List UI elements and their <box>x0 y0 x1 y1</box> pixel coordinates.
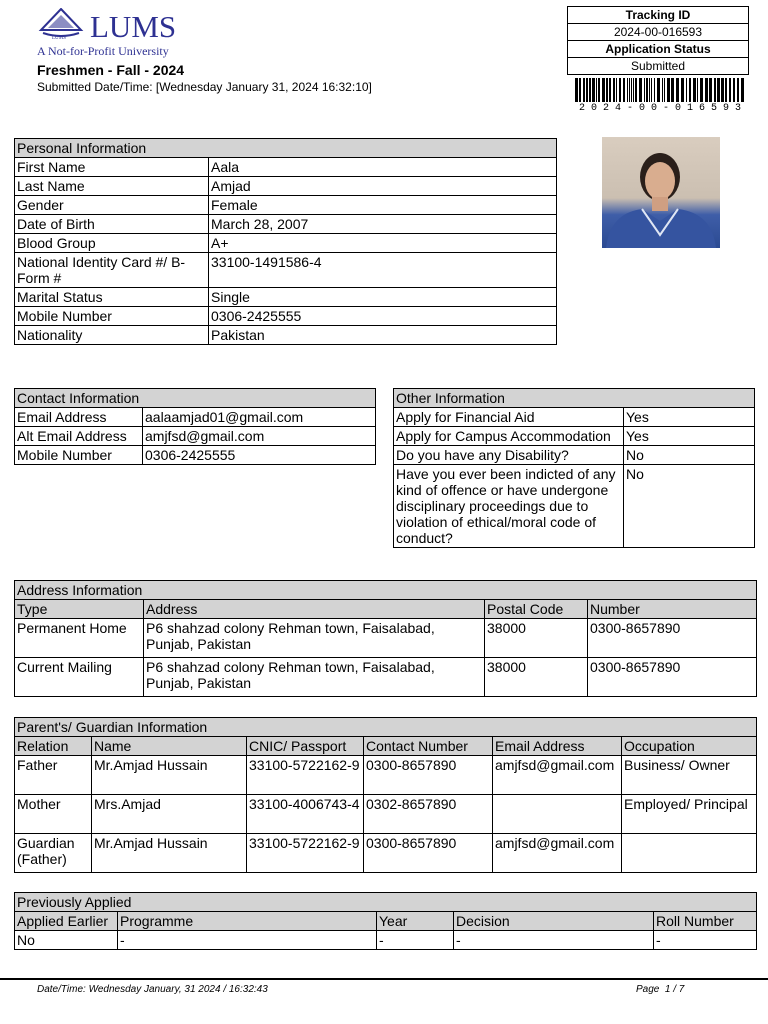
email: amjfsd@gmail.com <box>493 756 622 795</box>
field-value: 0306-2425555 <box>143 446 376 465</box>
barcode-bar <box>717 78 720 102</box>
barcode-bar <box>623 78 625 102</box>
table-row <box>15 326 557 345</box>
address-text: P6 shahzad colony Rehman town, Faisalabad, Punjab, Pakistan <box>144 658 485 697</box>
barcode-bar <box>613 78 615 102</box>
section-title: Contact Information <box>15 389 376 408</box>
barcode-bar <box>693 78 696 102</box>
barcode-bar <box>654 78 655 102</box>
barcode-bar <box>686 78 687 102</box>
barcode-bar <box>609 78 611 102</box>
table-row <box>15 427 376 446</box>
table-row <box>15 408 376 427</box>
status-label: Application Status <box>568 41 749 58</box>
barcode-bar <box>639 78 642 102</box>
barcode-bar <box>667 78 670 102</box>
occupation: Employed/ Principal <box>622 795 757 834</box>
phone-number: 0300-8657890 <box>588 619 757 658</box>
field-label: Email Address <box>15 408 143 427</box>
table-row <box>15 834 757 873</box>
field-value: aalaamjad01@gmail.com <box>143 408 376 427</box>
field-value: No <box>624 446 755 465</box>
barcode-bar <box>681 78 684 102</box>
barcode-bar <box>649 78 650 102</box>
field-value: Aala <box>209 158 557 177</box>
barcode-bar <box>651 78 652 102</box>
postal-code: 38000 <box>485 619 588 658</box>
field-label: Mobile Number <box>15 446 143 465</box>
address-type: Current Mailing <box>15 658 144 697</box>
barcode-bar <box>606 78 608 102</box>
barcode-bar <box>646 78 648 102</box>
barcode-bar <box>664 78 665 102</box>
contact-number: 0300-8657890 <box>364 834 493 873</box>
column-header: Contact Number <box>364 737 493 756</box>
barcode-bar <box>662 78 663 102</box>
email <box>493 795 622 834</box>
field-value: 33100-1491586-4 <box>209 253 557 288</box>
column-header: Email Address <box>493 737 622 756</box>
table-row <box>15 234 557 253</box>
barcode-bar <box>697 78 698 102</box>
barcode-bar <box>583 78 585 102</box>
applicant-photo <box>602 137 720 248</box>
field-label: Marital Status <box>15 288 209 307</box>
table-row <box>15 795 757 834</box>
field-label: Have you ever been indicted of any kind of offence or have undergone disciplinary proceedings due to violation of ethical/moral code of conduct? <box>394 465 624 548</box>
table-row <box>15 931 757 950</box>
barcode-bar <box>741 78 744 102</box>
programme: - <box>118 931 377 950</box>
page-title: Freshmen - Fall - 2024 <box>37 62 185 78</box>
table-row <box>15 288 557 307</box>
field-value: No <box>624 465 755 548</box>
logo-tagline: A Not-for-Profit University <box>37 44 169 58</box>
applied-earlier: No <box>15 931 118 950</box>
barcode-bar <box>725 78 727 102</box>
table-row <box>394 427 755 446</box>
column-header: Name <box>92 737 247 756</box>
table-row <box>394 408 755 427</box>
year: - <box>377 931 454 950</box>
column-header: Address <box>144 600 485 619</box>
guardian-info-table <box>14 717 757 873</box>
field-label: Last Name <box>15 177 209 196</box>
table-row <box>15 658 757 697</box>
phone-number: 0300-8657890 <box>588 658 757 697</box>
person-photo-icon <box>602 137 720 248</box>
field-label: Gender <box>15 196 209 215</box>
footer-divider <box>0 978 768 980</box>
field-label: Apply for Financial Aid <box>394 408 624 427</box>
field-value: 0306-2425555 <box>209 307 557 326</box>
barcode-bar <box>676 78 679 102</box>
barcode-bar <box>709 78 712 102</box>
column-header: Applied Earlier <box>15 912 118 931</box>
contact-number: 0302-8657890 <box>364 795 493 834</box>
field-value: Pakistan <box>209 326 557 345</box>
barcode-bar <box>592 78 595 102</box>
barcode-bar <box>729 78 731 102</box>
relation: Guardian (Father) <box>15 834 92 873</box>
column-header: CNIC/ Passport <box>247 737 364 756</box>
barcode-bar <box>616 78 617 102</box>
guardian-name: Mr.Amjad Hussain <box>92 834 247 873</box>
personal-info-table <box>14 138 557 345</box>
cnic: 33100-5722162-9 <box>247 756 364 795</box>
guardian-name: Mrs.Amjad <box>92 795 247 834</box>
occupation <box>622 834 757 873</box>
column-header: Type <box>15 600 144 619</box>
barcode-bar <box>644 78 645 102</box>
column-header: Occupation <box>622 737 757 756</box>
barcode-bar <box>631 78 632 102</box>
section-title: Personal Information <box>15 139 557 158</box>
table-row <box>15 446 376 465</box>
table-row <box>15 215 557 234</box>
column-header: Number <box>588 600 757 619</box>
field-value: A+ <box>209 234 557 253</box>
barcode-bar <box>689 78 691 102</box>
decision: - <box>454 931 654 950</box>
field-label: Do you have any Disability? <box>394 446 624 465</box>
barcode-bar <box>629 78 630 102</box>
logo-name: LUMS <box>90 9 177 44</box>
column-header: Year <box>377 912 454 931</box>
field-label: Blood Group <box>15 234 209 253</box>
footer-datetime: Date/Time: Wednesday January, 31 2024 / 16:32:43 <box>37 984 268 995</box>
table-row <box>15 756 757 795</box>
barcode-bar <box>575 78 578 102</box>
barcode-bar <box>705 78 708 102</box>
table-row <box>394 465 755 548</box>
address-type: Permanent Home <box>15 619 144 658</box>
field-label: Nationality <box>15 326 209 345</box>
barcode-bar <box>733 78 735 102</box>
relation: Father <box>15 756 92 795</box>
barcode-bar <box>627 78 628 102</box>
section-title: Other Information <box>394 389 755 408</box>
barcode-bar <box>737 78 739 102</box>
barcode-bar <box>602 78 605 102</box>
section-title: Parent's/ Guardian Information <box>15 718 757 737</box>
section-title: Address Information <box>15 581 757 600</box>
field-value: March 28, 2007 <box>209 215 557 234</box>
previously-applied-table <box>14 892 757 950</box>
section-title: Previously Applied <box>15 893 757 912</box>
barcode-bar <box>596 78 597 102</box>
barcode-bar <box>721 78 724 102</box>
email: amjfsd@gmail.com <box>493 834 622 873</box>
field-label: Alt Email Address <box>15 427 143 446</box>
guardian-name: Mr.Amjad Hussain <box>92 756 247 795</box>
column-header: Programme <box>118 912 377 931</box>
field-value: Single <box>209 288 557 307</box>
relation: Mother <box>15 795 92 834</box>
field-value: amjfsd@gmail.com <box>143 427 376 446</box>
cnic: 33100-5722162-9 <box>247 834 364 873</box>
column-header: Decision <box>454 912 654 931</box>
field-value: Yes <box>624 408 755 427</box>
barcode <box>575 78 745 104</box>
submitted-datetime: Submitted Date/Time: [Wednesday January 31, 2024 16:32:10] <box>37 80 372 94</box>
logo <box>37 8 197 60</box>
field-value: Female <box>209 196 557 215</box>
barcode-bar <box>657 78 660 102</box>
column-header: Postal Code <box>485 600 588 619</box>
table-row <box>394 446 755 465</box>
field-label: First Name <box>15 158 209 177</box>
address-info-table <box>14 580 757 697</box>
postal-code: 38000 <box>485 658 588 697</box>
table-row <box>15 158 557 177</box>
barcode-bar <box>598 78 600 102</box>
contact-number: 0300-8657890 <box>364 756 493 795</box>
field-value: Yes <box>624 427 755 446</box>
address-text: P6 shahzad colony Rehman town, Faisalabad, Punjab, Pakistan <box>144 619 485 658</box>
field-label: Mobile Number <box>15 307 209 326</box>
barcode-bar <box>700 78 703 102</box>
field-label: National Identity Card #/ B-Form # <box>15 253 209 288</box>
page-number: Page 1 / 7 <box>636 984 685 995</box>
roll-number: - <box>654 931 757 950</box>
contact-info-table <box>14 388 376 465</box>
barcode-bar <box>714 78 716 102</box>
status-value: Submitted <box>568 58 749 75</box>
logo-small-text: LUMS <box>52 36 66 41</box>
barcode-bar <box>579 78 581 102</box>
barcode-bar <box>633 78 634 102</box>
tracking-box <box>567 6 749 75</box>
cnic: 33100-4006743-4 <box>247 795 364 834</box>
barcode-bar <box>619 78 621 102</box>
field-value: Amjad <box>209 177 557 196</box>
table-row <box>15 253 557 288</box>
barcode-text: 2 0 2 4 - 0 0 - 0 1 6 5 9 3 <box>578 103 742 114</box>
barcode-bar <box>671 78 674 102</box>
other-info-table <box>393 388 755 548</box>
field-label: Date of Birth <box>15 215 209 234</box>
table-row <box>15 196 557 215</box>
column-header: Roll Number <box>654 912 757 931</box>
occupation: Business/ Owner <box>622 756 757 795</box>
column-header: Relation <box>15 737 92 756</box>
table-row <box>15 307 557 326</box>
tracking-label: Tracking ID <box>568 7 749 24</box>
barcode-bar <box>635 78 637 102</box>
table-row <box>15 619 757 658</box>
field-label: Apply for Campus Accommodation <box>394 427 624 446</box>
barcode-bar <box>586 78 588 102</box>
tracking-id: 2024-00-016593 <box>568 24 749 41</box>
table-row <box>15 177 557 196</box>
barcode-bar <box>589 78 591 102</box>
